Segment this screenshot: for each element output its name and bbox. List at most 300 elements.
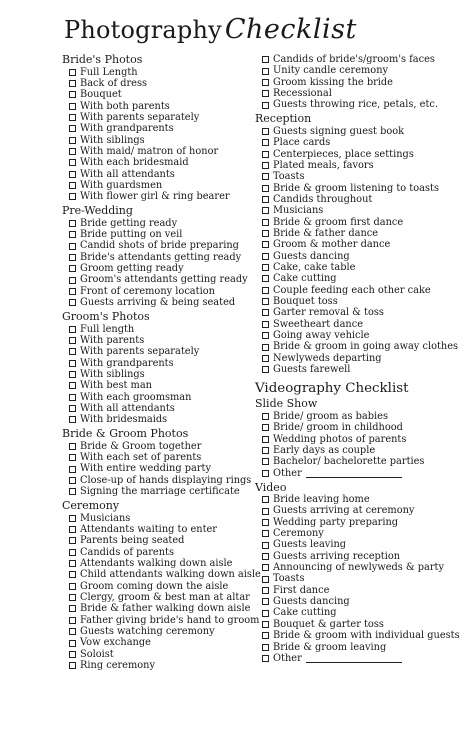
checklist-item[interactable]: [255, 273, 470, 284]
checklist-item-label: Announcing of newlyweds & party: [273, 562, 445, 574]
checkbox[interactable]: [69, 360, 76, 367]
checklist-item[interactable]: [62, 123, 252, 134]
checkbox[interactable]: [262, 241, 269, 248]
checklist-item[interactable]: [255, 262, 470, 273]
checklist-item-label: With best man: [80, 380, 152, 392]
checkbox[interactable]: [69, 265, 76, 272]
checkbox[interactable]: [69, 348, 76, 355]
checklist-item[interactable]: [255, 607, 470, 618]
checklist-item[interactable]: [62, 547, 252, 558]
checklist-item-label: With parents separately: [80, 111, 200, 123]
checkbox[interactable]: [262, 576, 269, 583]
section-title: Slide Show: [255, 397, 318, 411]
checklist-item[interactable]: [255, 573, 470, 584]
checkbox[interactable]: [262, 151, 269, 158]
checklist-item[interactable]: [62, 524, 252, 535]
checklist-item[interactable]: [62, 452, 252, 463]
checkbox[interactable]: [262, 253, 269, 260]
checklist-item[interactable]: [62, 67, 252, 78]
write-in-line[interactable]: [306, 654, 402, 663]
checklist-item[interactable]: [255, 137, 470, 148]
checkbox[interactable]: [69, 628, 76, 635]
checklist-item[interactable]: [255, 194, 470, 205]
checkbox[interactable]: [69, 560, 76, 567]
checkbox[interactable]: [69, 171, 76, 178]
checkbox[interactable]: [69, 477, 76, 484]
checklist-item-label: Guests throwing rice, petals, etc.: [273, 99, 438, 111]
checklist-item-label: Candids of parents: [80, 546, 174, 558]
checklist-item-label: Full Length: [80, 66, 138, 78]
checklist-item[interactable]: [255, 54, 470, 65]
checkbox[interactable]: [69, 454, 76, 461]
checkbox[interactable]: [69, 405, 76, 412]
checkbox[interactable]: [69, 382, 76, 389]
checklist-item-label: Bride & groom first dance: [273, 216, 404, 228]
checkbox[interactable]: [69, 537, 76, 544]
checklist-item[interactable]: [62, 486, 252, 497]
checklist-section: [62, 428, 252, 497]
checklist-item-label: Guests signing guest book: [273, 125, 405, 137]
checklist-item-label: Attendants waiting to enter: [80, 523, 217, 535]
checklist-item[interactable]: [62, 626, 252, 637]
checkbox[interactable]: [69, 148, 76, 155]
checkbox[interactable]: [69, 288, 76, 295]
checklist-item[interactable]: [62, 297, 252, 308]
checklist-item-label: Father giving bride's hand to groom: [80, 614, 260, 626]
checklist-item-label: Cake, cake table: [273, 261, 356, 273]
checklist-item-label: Wedding photos of parents: [273, 433, 407, 445]
checklist-item[interactable]: [255, 307, 470, 318]
checklist-item-label: Candids of bride's/groom's faces: [273, 54, 435, 65]
checklist-item[interactable]: [62, 89, 252, 100]
checklist-item-label: With maid/ matron of honor: [80, 145, 219, 157]
checklist-item[interactable]: [62, 252, 252, 263]
checkbox[interactable]: [262, 447, 269, 454]
checklist-item[interactable]: [255, 434, 470, 445]
checklist-item[interactable]: [255, 468, 470, 479]
checklist-item-label: With each groomsman: [80, 391, 192, 403]
checklist-item-label: Full length: [80, 323, 135, 335]
checklist-item-label: Plated meals, favors: [273, 159, 374, 171]
checkbox[interactable]: [262, 366, 269, 373]
checklist-item-label: Cake cutting: [273, 607, 337, 619]
checkbox[interactable]: [262, 644, 269, 651]
checkbox[interactable]: [69, 443, 76, 450]
checklist-section: [62, 311, 252, 426]
checklist-item[interactable]: [255, 353, 470, 364]
checklist-item[interactable]: [255, 653, 470, 664]
checklist-item-label: Groom kissing the bride: [273, 76, 393, 88]
checkbox[interactable]: [69, 182, 76, 189]
checkbox[interactable]: [262, 185, 269, 192]
checklist-item[interactable]: [255, 551, 470, 562]
checklist-item[interactable]: [255, 539, 470, 550]
checklist-item-label: Attendants walking down aisle: [80, 557, 233, 569]
checkbox[interactable]: [69, 466, 76, 473]
checkbox[interactable]: [69, 594, 76, 601]
checklist-item[interactable]: [62, 513, 252, 524]
title-main: Photography: [64, 16, 222, 44]
checklist-item-label: Cake cutting: [273, 273, 337, 285]
checklist-item-label: Going away vehicle: [273, 330, 370, 341]
checklist-item[interactable]: [62, 229, 252, 240]
checkbox[interactable]: [69, 549, 76, 556]
checkbox[interactable]: [69, 220, 76, 227]
checklist-item[interactable]: [62, 146, 252, 157]
checklist-item[interactable]: [255, 319, 470, 330]
checklist-item-label: Newlyweds departing: [273, 352, 382, 364]
checklist-item[interactable]: [62, 346, 252, 357]
checklist-item[interactable]: [62, 414, 252, 425]
checklist-item-label: Centerpieces, place settings: [273, 148, 414, 160]
checklist-item-label: With siblings: [80, 134, 145, 146]
checklist-item-label: Garter removal & toss: [273, 307, 384, 319]
checkbox[interactable]: [262, 68, 269, 75]
checklist-item-label: Ceremony: [273, 528, 324, 540]
checkbox[interactable]: [69, 326, 76, 333]
checkbox[interactable]: [69, 159, 76, 166]
checklist-item[interactable]: [255, 99, 470, 110]
checklist-item[interactable]: [255, 596, 470, 607]
checklist-item-label: With each bridesmaid: [80, 157, 189, 169]
checklist-item[interactable]: [255, 341, 470, 352]
checklist-item[interactable]: [255, 445, 470, 456]
checklist-item[interactable]: [255, 251, 470, 262]
checklist-item-label: Candid shots of bride preparing: [80, 240, 239, 252]
checklist-item[interactable]: [62, 558, 252, 569]
checkbox[interactable]: [262, 598, 269, 605]
checkbox[interactable]: [262, 632, 269, 639]
checklist-item[interactable]: [62, 581, 252, 592]
checkbox[interactable]: [69, 243, 76, 250]
checkbox[interactable]: [69, 662, 76, 669]
checklist-item-label: With siblings: [80, 368, 145, 380]
checklist-item[interactable]: [62, 475, 252, 486]
checkbox[interactable]: [262, 519, 269, 526]
checklist-item-label: With grandparents: [80, 357, 174, 369]
checkbox[interactable]: [262, 542, 269, 549]
checklist-item[interactable]: [62, 592, 252, 603]
checkbox[interactable]: [262, 264, 269, 271]
checklist-item[interactable]: [255, 364, 470, 375]
checklist-item[interactable]: [62, 101, 252, 112]
checklist-item-label: Bride & groom with individual guests: [273, 630, 460, 642]
checkbox[interactable]: [69, 371, 76, 378]
checklist-item-label: Groom & mother dance: [273, 239, 391, 251]
checkbox[interactable]: [69, 299, 76, 306]
video-section: [255, 482, 470, 665]
checklist-item[interactable]: [255, 456, 470, 467]
checklist-item[interactable]: [255, 585, 470, 596]
checklist-item-label: With guardsmen: [80, 179, 163, 191]
checkbox[interactable]: [262, 610, 269, 617]
checklist-item-label: With grandparents: [80, 123, 174, 135]
checklist-item[interactable]: [255, 65, 470, 76]
checklist-item[interactable]: [62, 649, 252, 660]
checklist-item-label: First dance: [273, 584, 330, 596]
checklist-item[interactable]: [255, 77, 470, 88]
checklist-item[interactable]: [62, 403, 252, 414]
checkbox[interactable]: [262, 621, 269, 628]
checkbox[interactable]: [262, 413, 269, 420]
checkbox[interactable]: [69, 193, 76, 200]
checklist-item[interactable]: [62, 191, 252, 202]
checkbox[interactable]: [262, 102, 269, 109]
checklist-item-label: Close-up of hands displaying rings: [80, 474, 252, 486]
checkbox[interactable]: [262, 332, 269, 339]
checkbox[interactable]: [69, 277, 76, 284]
checklist-item-label: Parents being seated: [80, 535, 185, 547]
checkbox[interactable]: [262, 196, 269, 203]
checklist-item-label: Other: [273, 652, 302, 664]
checklist-item-label: With flower girl & ring bearer: [80, 191, 230, 203]
checklist-item-label: Clergy, groom & best man at altar: [80, 591, 250, 603]
checkbox[interactable]: [69, 515, 76, 522]
checklist-item-label: With parents: [80, 334, 145, 346]
checklist-item-label: Groom's attendants getting ready: [80, 274, 248, 286]
checklist-item-label: Groom coming down the aisle: [80, 580, 229, 592]
checklist-item-label: Groom getting ready: [80, 263, 184, 275]
checkbox[interactable]: [69, 231, 76, 238]
checklist-item[interactable]: [255, 88, 470, 99]
checklist-item-label: Bride & father walking down aisle: [80, 603, 251, 615]
checkbox[interactable]: [262, 344, 269, 351]
checklist-item[interactable]: [62, 637, 252, 648]
write-in-line[interactable]: [306, 469, 402, 478]
checkbox[interactable]: [262, 553, 269, 560]
checklist-item[interactable]: [255, 160, 470, 171]
checklist-item[interactable]: [255, 228, 470, 239]
checklist-item[interactable]: [62, 286, 252, 297]
checklist-item[interactable]: [255, 239, 470, 250]
checklist-item-label: Bachelor/ bachelorette parties: [273, 456, 425, 468]
checklist-item[interactable]: [62, 274, 252, 285]
section-title: Bride's Photos: [62, 53, 143, 66]
checkbox[interactable]: [262, 128, 269, 135]
checklist-item-label: Musicians: [80, 512, 131, 524]
checkbox[interactable]: [262, 79, 269, 86]
checklist-item-label: With each set of parents: [80, 452, 202, 464]
checklist-item-label: Couple feeding each other cake: [273, 284, 431, 296]
checkbox[interactable]: [69, 640, 76, 647]
checklist-item[interactable]: [62, 180, 252, 191]
checklist-item-label: Ring ceremony: [80, 660, 156, 672]
checklist-item-label: Place cards: [273, 137, 331, 149]
checklist-item[interactable]: [255, 217, 470, 228]
checklist-item[interactable]: [62, 218, 252, 229]
checklist-item[interactable]: [255, 422, 470, 433]
checkbox[interactable]: [262, 162, 269, 169]
checkbox[interactable]: [69, 337, 76, 344]
right-column: [255, 54, 470, 664]
checkbox[interactable]: [69, 571, 76, 578]
checklist-item-label: Bride's attendants getting ready: [80, 251, 242, 263]
checklist-section: [62, 499, 261, 672]
checklist-item[interactable]: [255, 642, 470, 653]
checklist-item[interactable]: [255, 285, 470, 296]
checkbox[interactable]: [69, 605, 76, 612]
checkbox[interactable]: [69, 651, 76, 658]
checkbox[interactable]: [262, 298, 269, 305]
checklist-item[interactable]: [62, 614, 260, 626]
checkbox[interactable]: [262, 424, 269, 431]
checklist-item-label: Guests leaving: [273, 539, 347, 551]
checkbox[interactable]: [69, 103, 76, 110]
checklist-item-label: Bouquet toss: [273, 295, 338, 307]
checklist-item-label: With all attendants: [80, 168, 175, 180]
checklist-item[interactable]: [255, 505, 470, 516]
checklist-item-label: Bouquet: [80, 89, 122, 101]
checklist-item[interactable]: [62, 240, 252, 251]
checklist-item-label: With both parents: [80, 100, 170, 112]
checkbox[interactable]: [69, 80, 76, 87]
checklist-item[interactable]: [255, 630, 470, 641]
checklist-item-label: Bouquet & garter toss: [273, 618, 384, 630]
checklist-item[interactable]: [62, 603, 252, 614]
checklist-item-label: Musicians: [273, 205, 324, 217]
checkbox[interactable]: [69, 416, 76, 423]
checkbox[interactable]: [69, 394, 76, 401]
checklist-item[interactable]: [255, 330, 470, 341]
checkbox[interactable]: [69, 114, 76, 121]
checkbox[interactable]: [262, 321, 269, 328]
checklist-item[interactable]: [255, 517, 470, 528]
checklist-item-label: With parents separately: [80, 346, 200, 358]
title-script: Checklist: [224, 14, 357, 45]
page-title: [64, 14, 357, 45]
slide-show-section: [255, 398, 470, 479]
checkbox[interactable]: [69, 583, 76, 590]
checklist-item[interactable]: [62, 112, 252, 123]
checklist-item-label: Guests dancing: [273, 250, 350, 262]
checkbox[interactable]: [262, 90, 269, 97]
checklist-item[interactable]: [62, 380, 252, 391]
checklist-item[interactable]: [255, 296, 470, 307]
checkbox[interactable]: [262, 309, 269, 316]
left-column: [62, 53, 261, 672]
checkbox[interactable]: [262, 139, 269, 146]
checklist-item[interactable]: [255, 149, 470, 160]
checklist-item[interactable]: [62, 169, 252, 180]
checklist-item[interactable]: [62, 660, 252, 671]
checklist-item[interactable]: [255, 126, 470, 137]
checklist-item-label: Guests farewell: [273, 364, 351, 376]
section-title: Bride & Groom Photos: [62, 427, 189, 441]
checklist-item-label: Guests dancing: [273, 596, 350, 608]
checklist-item-label: Vow exchange: [80, 637, 151, 649]
checklist-item-label: With entire wedding party: [80, 463, 211, 475]
checklist-item[interactable]: [62, 324, 252, 335]
checklist-item[interactable]: [255, 528, 470, 539]
videography-title: Videography Checklist: [255, 381, 409, 397]
checklist-item-label: Other: [273, 467, 302, 479]
checklist-item[interactable]: [62, 535, 252, 546]
checklist-item[interactable]: [62, 135, 252, 146]
checklist-item-label: Bride leaving home: [273, 494, 370, 506]
checklist-item[interactable]: [255, 411, 470, 422]
checklist-item-label: Bride putting on veil: [80, 229, 183, 241]
checklist-item[interactable]: [62, 463, 252, 474]
checkbox[interactable]: [262, 436, 269, 443]
section-title: Reception: [255, 112, 312, 126]
checkbox[interactable]: [69, 254, 76, 261]
checklist-item-label: Child attendants walking down aisle: [80, 569, 261, 581]
checkbox[interactable]: [262, 587, 269, 594]
checkbox[interactable]: [262, 508, 269, 515]
checkbox[interactable]: [262, 530, 269, 537]
checkbox[interactable]: [69, 488, 76, 495]
section-title: Pre-Wedding: [62, 204, 133, 218]
checkbox[interactable]: [262, 355, 269, 362]
checklist-item-label: Bride & father dance: [273, 227, 379, 239]
checklist-item[interactable]: [255, 183, 470, 194]
checklist-item[interactable]: [255, 619, 470, 630]
checklist-item-label: Guests arriving & being seated: [80, 297, 236, 309]
checklist-item-label: Signing the marriage certificate: [80, 486, 240, 498]
checkbox[interactable]: [69, 91, 76, 98]
checkbox[interactable]: [262, 275, 269, 282]
checklist-item[interactable]: [62, 569, 261, 581]
checklist-item[interactable]: [62, 78, 252, 89]
checklist-item-label: Bride & Groom together: [80, 440, 202, 452]
checkbox[interactable]: [262, 287, 269, 294]
checkbox[interactable]: [69, 69, 76, 76]
checklist-item[interactable]: [62, 441, 252, 452]
checklist-item[interactable]: [62, 392, 252, 403]
checkbox[interactable]: [262, 564, 269, 571]
checklist-item[interactable]: [62, 263, 252, 274]
checklist-item-label: Bride getting ready: [80, 217, 178, 229]
checklist-item[interactable]: [62, 157, 252, 168]
reception-section: [255, 113, 470, 375]
checklist-item[interactable]: [255, 562, 470, 573]
checklist-item-label: Candids throughout: [273, 193, 373, 205]
checklist-item-label: Guests watching ceremony: [80, 626, 215, 637]
checklist-section: [62, 205, 252, 308]
checkbox[interactable]: [262, 56, 269, 63]
checkbox[interactable]: [262, 230, 269, 237]
checkbox[interactable]: [69, 137, 76, 144]
checklist-item[interactable]: [62, 369, 252, 380]
checkbox[interactable]: [262, 655, 269, 662]
checklist-item-label: Bride/ groom in childhood: [273, 422, 403, 434]
checklist-item-label: With bridesmaids: [80, 414, 168, 426]
checkbox[interactable]: [262, 496, 269, 503]
checklist-item[interactable]: [255, 494, 470, 505]
checklist-item[interactable]: [62, 358, 252, 369]
checkbox[interactable]: [262, 207, 269, 214]
checkbox[interactable]: [69, 526, 76, 533]
checkbox[interactable]: [262, 173, 269, 180]
checklist-item-label: Toasts: [273, 573, 305, 585]
checklist-item-label: Unity candle ceremony: [273, 65, 389, 77]
checkbox[interactable]: [262, 470, 269, 477]
right-top-items: [255, 54, 470, 111]
checkbox[interactable]: [69, 617, 76, 624]
checklist-section: [62, 54, 252, 203]
checkbox[interactable]: [262, 219, 269, 226]
checklist-item[interactable]: [255, 205, 470, 216]
checklist-item-label: Toasts: [273, 171, 305, 183]
checklist-item-label: Guests arriving reception: [273, 550, 401, 562]
checklist-item-label: Bride & groom leaving: [273, 641, 387, 653]
checkbox[interactable]: [69, 125, 76, 132]
checklist-item-label: Bride & groom listening to toasts: [273, 182, 439, 194]
checklist-item[interactable]: [255, 171, 470, 182]
checklist-item[interactable]: [62, 335, 252, 346]
checkbox[interactable]: [262, 458, 269, 465]
checklist-item-label: Back of dress: [80, 77, 148, 89]
